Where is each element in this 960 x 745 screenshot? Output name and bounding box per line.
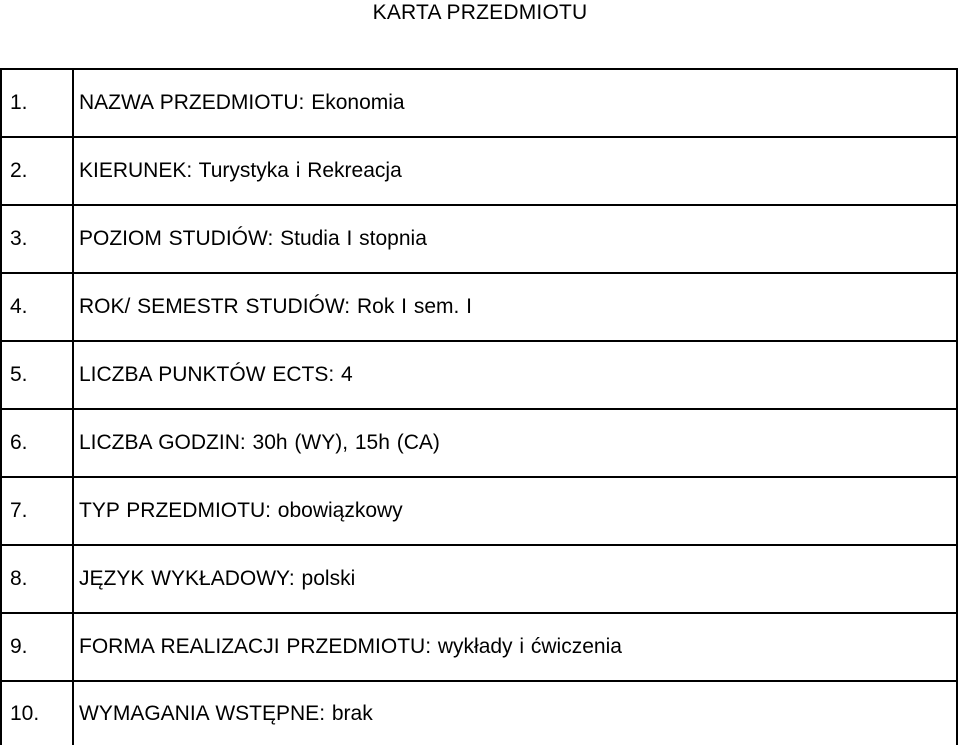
row-number: 4. <box>1 273 73 341</box>
row-field: LICZBA PUNKTÓW ECTS: 4 <box>73 341 957 409</box>
row-field: FORMA REALIZACJI PRZEDMIOTU: wykłady i ćwiczenia <box>73 613 957 681</box>
row-field: TYP PRZEDMIOTU: obowiązkowy <box>73 477 957 545</box>
table-row <box>1 205 957 273</box>
table-row <box>1 69 957 137</box>
row-number: 5. <box>1 341 73 409</box>
table-row <box>1 137 957 205</box>
row-number: 2. <box>1 137 73 205</box>
row-number: 6. <box>1 409 73 477</box>
row-field: ROK/ SEMESTR STUDIÓW: Rok I sem. I <box>73 273 957 341</box>
row-field: NAZWA PRZEDMIOTU: Ekonomia <box>73 69 957 137</box>
row-field: KIERUNEK: Turystyka i Rekreacja <box>73 137 957 205</box>
page-title: KARTA PRZEDMIOTU <box>372 1 588 24</box>
row-number: 10. <box>1 681 73 745</box>
table-row <box>1 409 957 477</box>
row-number: 7. <box>1 477 73 545</box>
table-row <box>1 477 957 545</box>
row-field: WYMAGANIA WSTĘPNE: brak <box>79 701 373 725</box>
table-row <box>1 545 957 613</box>
course-info-table <box>0 68 958 745</box>
table-row <box>1 341 957 409</box>
row-number: 8. <box>1 545 73 613</box>
row-field: LICZBA GODZIN: 30h (WY), 15h (CA) <box>73 409 957 477</box>
row-number: 1. <box>1 69 73 137</box>
row-number: 3. <box>1 205 73 273</box>
row-number: 9. <box>1 613 73 681</box>
table-row <box>1 681 957 745</box>
table-row <box>1 273 957 341</box>
row-field: POZIOM STUDIÓW: Studia I stopnia <box>73 205 957 273</box>
row-field: JĘZYK WYKŁADOWY: polski <box>73 545 957 613</box>
table-row <box>1 613 957 681</box>
